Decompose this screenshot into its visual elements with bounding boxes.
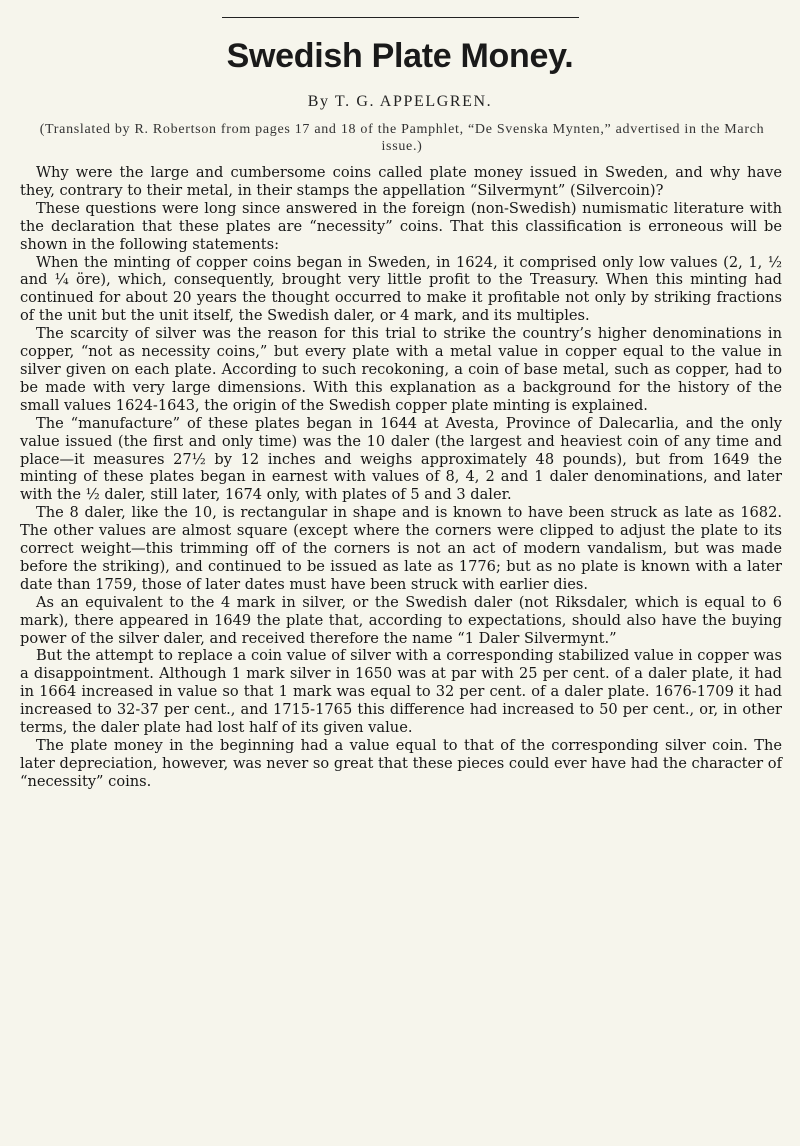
paragraph: The scarcity of silver was the reason for this trial to strike the country’s higher denominations in copper, “not as necessity coins,” but every plate with a metal value in copper equal to the value in silver given on each plate. According to such recokoning, a coin of base metal, such as copper, had to be made with very large dimensions. With this explanation as a background for the history of the small values 1624-1643, the origin of the Swedish copper plate minting is explained. [20, 325, 782, 414]
paragraph: The 8 daler, like the 10, is rectangular in shape and is known to have been struck as late as 1682. The other values are almost square (except where the corners were clipped to adjust the plate to its correct weight—this trimming off of the corners is not an act of modern vandalism, but was made before the striking), and continued to be issued as late as 1776; but as no plate is known with a later date than 1759, those of later dates must have been struck with earlier dies. [20, 504, 782, 593]
paragraph: The plate money in the beginning had a value equal to that of the corresponding silver coin. The later depreciation, however, was never so great that these pieces could ever have had the character of “necessity” coins. [20, 737, 782, 790]
article-byline: By T. G. APPELGREN. [307, 93, 493, 110]
paragraph: When the minting of copper coins began in Sweden, in 1624, it comprised only low values (2, 1, ½ and ¼ öre), which, consequently, brought very little profit to the Treasury. When this minting had continued for about 20 years the thought occurred to make it profitable not only by striking fractions of the unit but the unit itself, the Swedish daler, or 4 mark, and its multiples. [20, 253, 782, 325]
top-rule [222, 17, 579, 18]
paragraph: The “manufacture” of these plates began in 1644 at Avesta, Province of Dalecarlia, and the only value issued (the first and only time) was the 10 daler (the largest and heaviest coin of any time and place—it measures 27½ by 12 inches and weighs approximately 48 pounds), but from 1649 the minting of these plates began in earnest with values of 8, 4, 2 and 1 daler denominations, and later with the ½ daler, still later, 1674 only, with plates of 5 and 3 daler. [20, 414, 782, 504]
article-title: Swedish Plate Money. [226, 37, 574, 75]
paragraph: Why were the large and cumbersome coins called plate money issued in Sweden, and why have they, contrary to their metal, in their stamps the appellation “Silvermynt” (Silvercoin)? [20, 164, 782, 199]
paragraph: These questions were long since answered in the foreign (non-Swedish) numismatic literature with the declaration that these plates are “necessity” coins. That this classification is erroneous will be shown in the following statements: [20, 199, 782, 253]
paragraph: But the attempt to replace a coin value of silver with a corresponding stabilized value in copper was a disappointment. Although 1 mark silver in 1650 was at par with 25 per cent. of a daler plate, it had in 1664 increased in value so that 1 mark was equal to 32 per cent. of a daler plate. 1676-1709 it had increased to 32-37 per cent., and 1715-1765 this difference had increased to 50 per cent., or, in other terms, the daler plate had lost half of its given value. [20, 647, 782, 737]
paragraph: As an equivalent to the 4 mark in silver, or the Swedish daler (not Riksdaler, which is equal to 6 mark), there appeared in 1649 the plate that, according to expectations, should also have the buying power of the silver daler, and received therefore the name “1 Daler Silvermynt.” [20, 593, 782, 647]
translator-note: (Translated by R. Robertson from pages 17 and 18 of the Pamphlet, “De Svenska Mynten,” advertised in the March issue.) [39, 122, 765, 154]
article-body [20, 164, 782, 791]
